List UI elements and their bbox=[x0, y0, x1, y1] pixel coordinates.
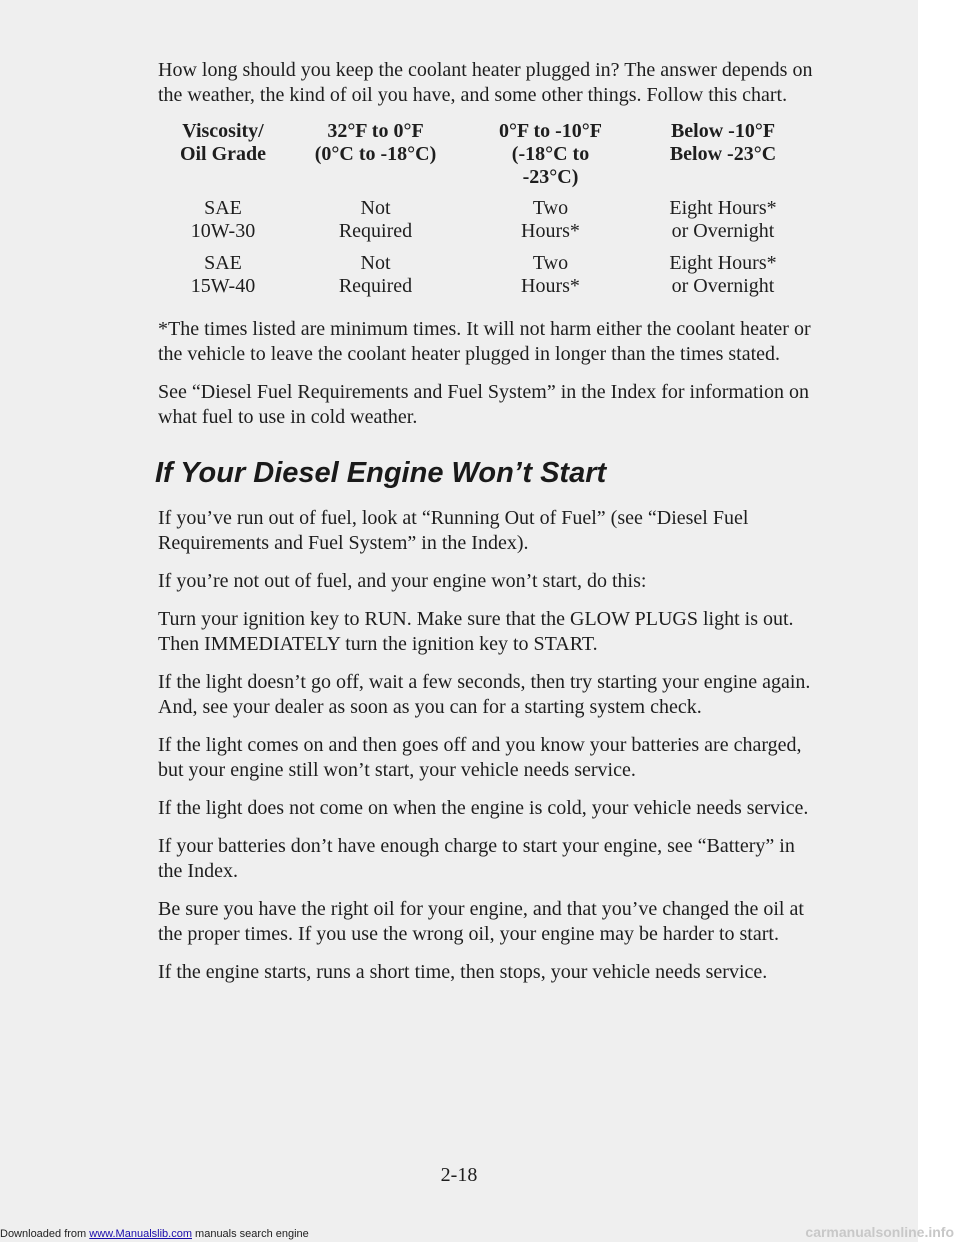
page-content bbox=[155, 58, 818, 998]
paragraph: If the engine starts, runs a short time, then stops, your vehicle needs service. bbox=[158, 961, 768, 983]
paragraph: Turn your ignition key to RUN. Make sure that the GLOW PLUGS light is out. Then IMMEDIATELY turn the ignition key to START. bbox=[158, 608, 794, 655]
table-cell: Two Hours* bbox=[521, 197, 580, 242]
paragraph: If your batteries don’t have enough charge to start your engine, see “Battery” in the Index. bbox=[158, 835, 795, 882]
footer-suffix: manuals search engine bbox=[191, 1228, 309, 1240]
header-below-minus10f: Below -10°F Below -23°C bbox=[669, 120, 777, 165]
table-cell: SAE 10W-30 bbox=[190, 197, 256, 242]
section-heading: If Your Diesel Engine Won’t Start bbox=[155, 457, 607, 489]
see-also-paragraph: See “Diesel Fuel Requirements and Fuel System” in the Index for information on what fuel to use in cold weather. bbox=[158, 381, 809, 428]
intro-paragraph: How long should you keep the coolant heater plugged in? The answer depends on the weather, the kind of oil you have, and some other things. Follow this chart. bbox=[158, 59, 813, 106]
footnote: *The times listed are minimum times. It will not harm either the coolant heater or the vehicle to leave the coolant heater plugged in longer than the times stated. bbox=[158, 318, 811, 365]
paragraph: Be sure you have the right oil for your engine, and that you’ve changed the oil at the proper times. If you use the wrong oil, your engine may be harder to start. bbox=[158, 898, 804, 945]
paragraph: If the light does not come on when the engine is cold, your vehicle needs service. bbox=[158, 797, 809, 819]
paragraph: If you’ve run out of fuel, look at “Running Out of Fuel” (see “Diesel Fuel Requirements and Fuel System” in the Index). bbox=[158, 507, 749, 554]
table-cell: Not Required bbox=[338, 252, 413, 297]
header-32f-to-0f: 32°F to 0°F (0°C to -18°C) bbox=[314, 120, 437, 165]
table-cell: Eight Hours* or Overnight bbox=[669, 252, 777, 297]
paragraph: If you’re not out of fuel, and your engine won’t start, do this: bbox=[158, 570, 647, 592]
watermark: carmanualsonline.info bbox=[805, 1224, 954, 1240]
coolant-heater-chart bbox=[158, 120, 808, 307]
table-row bbox=[158, 197, 808, 252]
table-cell: Not Required bbox=[338, 197, 413, 242]
table-cell: Two Hours* bbox=[521, 252, 580, 297]
table-row bbox=[158, 252, 808, 307]
table-cell: Eight Hours* or Overnight bbox=[669, 197, 777, 242]
header-0f-to-minus10f: 0°F to -10°F (-18°C to -23°C) bbox=[498, 120, 602, 188]
paragraph: If the light comes on and then goes off and you know your batteries are charged, but your engine still won’t start, your vehicle needs service. bbox=[158, 734, 802, 781]
chart-header-row bbox=[158, 120, 808, 197]
page-number: 2-18 bbox=[440, 1164, 478, 1186]
paragraph: If the light doesn’t go off, wait a few seconds, then try starting your engine again. And, see your dealer as soon as you can for a starting system check. bbox=[158, 671, 811, 718]
footer-prefix: Downloaded from bbox=[0, 1228, 90, 1240]
manualslib-link[interactable]: www.Manualslib.com bbox=[89, 1228, 192, 1240]
header-viscosity: Viscosity/ Oil Grade bbox=[179, 120, 267, 165]
table-cell: SAE 15W-40 bbox=[190, 252, 256, 297]
